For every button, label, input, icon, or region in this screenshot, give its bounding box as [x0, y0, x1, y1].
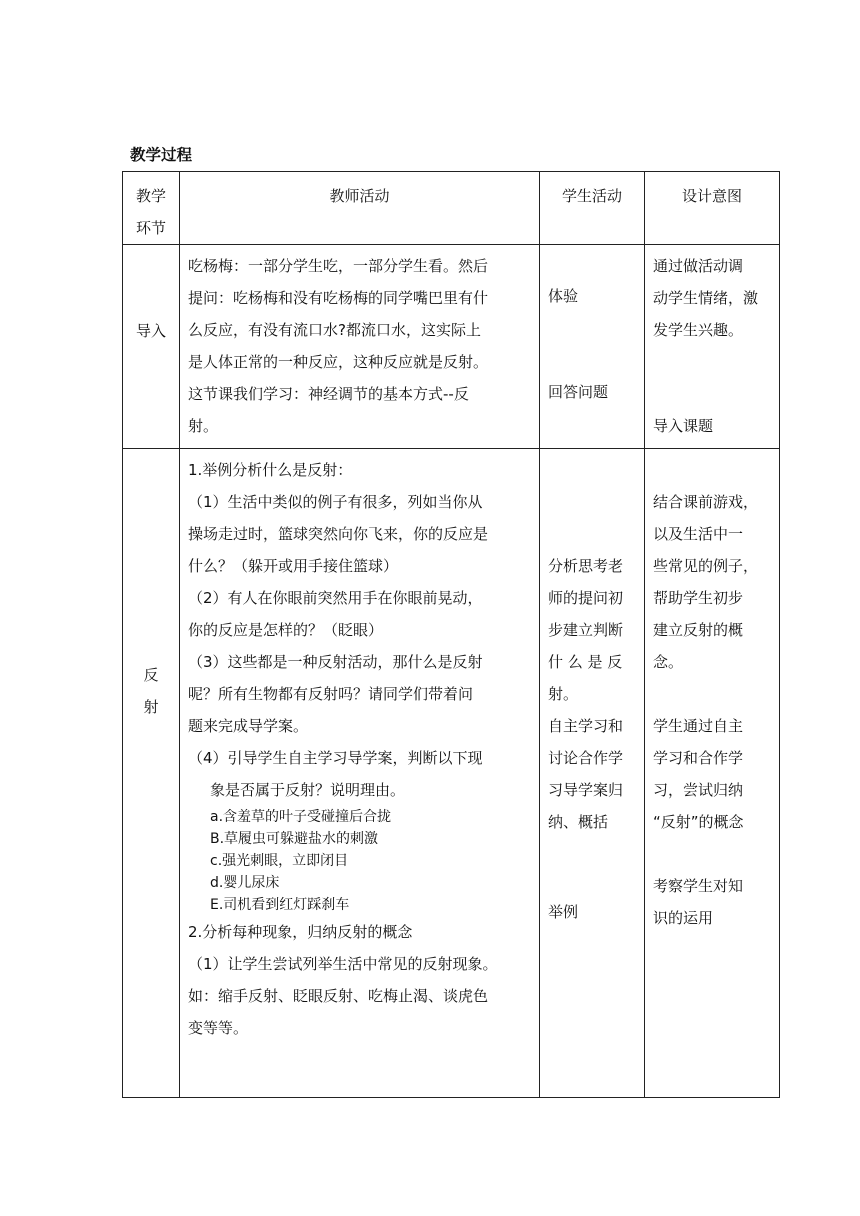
teaching-process-table: [122, 171, 780, 1098]
teacher-activity-cell: 吃杨梅：一部分学生吃，一部分学生看。然后 提问：吃杨梅和没有吃杨梅的同学嘴巴里有什 么反应，有没有流口水?都流口水，这实际上 是人体正常的一种反应，这种反应就是反射。 这节课我们学习：神经调节的基本方式--反 射。: [180, 245, 540, 449]
table-row: [123, 449, 780, 1098]
stage-label: 导入: [135, 322, 166, 340]
header-teacher: 教师活动: [180, 172, 540, 245]
stage-cell: 反 射: [123, 449, 180, 1098]
student-activity-cell: 分析思考老 师的提问初 步建立判断 什 么 是 反 射。 自主学习和 讨论合作学 习导学案归 纳、概括 举例: [540, 449, 645, 1098]
section-title: 教学过程: [130, 146, 193, 164]
list-item: a.含羞草的叶子受碰撞后合拢: [210, 809, 392, 825]
header-intent: 设计意图: [645, 172, 780, 245]
list-item: c.强光刺眼，立即闭目: [210, 853, 349, 869]
list-item: B.草履虫可躲避盐水的刺激: [210, 831, 379, 847]
design-intent-cell: 结合课前游戏， 以及生活中一 些常见的例子， 帮助学生初步 建立反射的概 念。 学生通过自主 学习和合作学 习，尝试归纳 “反射”的概念 考察学生对知 识的运用: [645, 449, 780, 1098]
list-item: d.婴儿尿床: [210, 875, 280, 891]
list-item: E.司机看到红灯踩刹车: [210, 897, 350, 913]
header-stage: 教学 环节: [123, 172, 180, 245]
header-student: 学生活动: [540, 172, 645, 245]
stage-cell: [123, 245, 180, 449]
table-header-row: [123, 172, 780, 245]
teacher-activity-cell: 1.举例分析什么是反射： （1）生活中类似的例子有很多，列如当你从 操场走过时，篮球突然向你飞来，你的反应是 什么？（躲开或用手接住篮球） （2）有人在你眼前突然用手在你眼前晃动， 你的反应是怎样的？（眨眼） （3）这些都是一种反射活动，那什么是反射 呢？所有生物都有反射吗？请同学们带着问 题来完成导学案。 （4）引导学生自主学习导学案，判断以下现 象是否属于反射？说明理由。 a.含羞草的叶子受碰撞后合拢 B.草履虫可躲避盐水的刺激 c.强光刺眼，立即闭目 d.婴儿尿床 E.司机看到红灯踩刹车 2.分析每种现象，归纳反射的概念 （1）让学生尝试列举生活中常见的反射现象。 如：缩手反射、眨眼反射、吃梅止渴、谈虎色 变等等。: [180, 449, 540, 1098]
design-intent-cell: 通过做活动调 动学生情绪，激 发学生兴趣。 导入课题: [645, 245, 780, 449]
option-list: [188, 806, 535, 916]
table-row: [123, 245, 780, 449]
student-activity-cell: 体验 回答问题: [540, 245, 645, 449]
